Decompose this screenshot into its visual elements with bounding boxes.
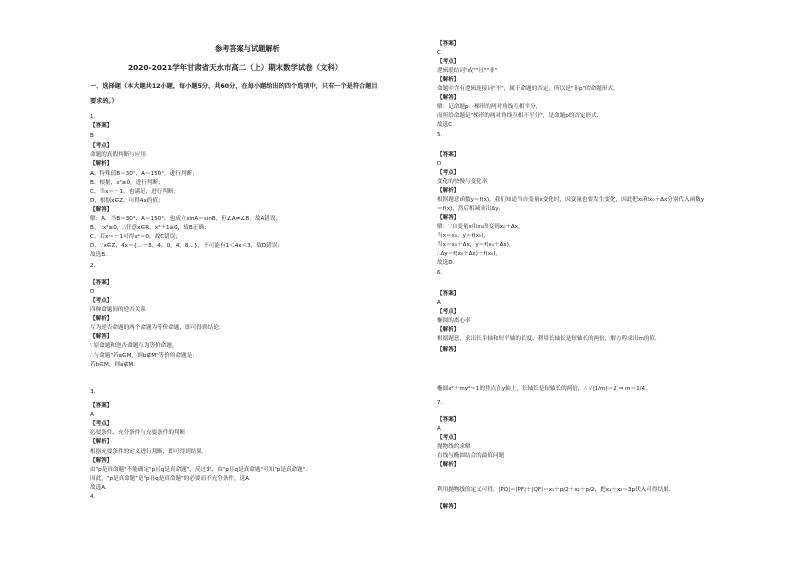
answer-value: D bbox=[437, 161, 442, 167]
conclusion: 故选C． bbox=[437, 122, 458, 128]
conclusion: 故选A． bbox=[90, 485, 111, 491]
analysis-text: 根据题意，求出长半轴和短半轴的长度，利用长轴长是短轴长的两倍，解方程求出m的值． bbox=[437, 336, 661, 342]
question-number: 1. bbox=[90, 114, 96, 120]
section-intro-continued: 要求的。） bbox=[90, 98, 118, 105]
analysis-text: 命题中含有逻辑连接词"不"，属于命题的否定，所以是"非p"的命题形式． bbox=[437, 86, 619, 92]
document-title: 参考答案与试题解析 bbox=[215, 44, 280, 53]
point-text: 直线与椭圆结合的最值问题 bbox=[437, 453, 505, 459]
solution-line: 因此，"p是真命题"是"p且q是真命题"的必要而不充分条件，选A． bbox=[90, 476, 255, 482]
analysis-tag: 【解析】 bbox=[90, 316, 113, 322]
analysis-line: ＝f(x)，然后相减求出Δy． bbox=[437, 206, 505, 212]
answer-tag: 【答案】 bbox=[90, 403, 113, 409]
analysis-tag: 【解析】 bbox=[90, 161, 113, 167]
answer-tag: 【答案】 bbox=[437, 152, 460, 158]
document-subtitle: 2020-2021学年甘肃省天水市高二（上）期末数学试卷（文科） bbox=[128, 63, 343, 72]
question-number: 3. bbox=[90, 389, 96, 395]
solution-line: C、若x＝－1可得x²＝0，故C错误； bbox=[90, 234, 181, 240]
question-number: 7. bbox=[437, 400, 443, 406]
solution-tag: 【解答】 bbox=[437, 95, 460, 101]
solution-line: 由"p是真命题"不能确定"p且q是真命题"，反过来，由"p且q是真命题"可知"p是真命题". bbox=[90, 467, 308, 473]
solution-line: ∵原命题和逆否命题互为等价命题， bbox=[90, 343, 178, 349]
solution-line: 解：A、当B＝30°，A＝150°，也成立sinA＝sinB，但∠A≠∠B，故A错误； bbox=[90, 216, 282, 222]
solution-tag: 【解答】 bbox=[90, 207, 113, 213]
answer-value: D bbox=[90, 289, 95, 295]
solution-line: ∴Δy＝f(x₀＋Δx)－f(x₀)， bbox=[437, 251, 501, 257]
point-tag: 【考点】 bbox=[437, 59, 460, 65]
solution-line: 当x＝x₀，y＝f(x₀)， bbox=[437, 233, 490, 239]
solution-tag: 【解答】 bbox=[90, 458, 113, 464]
solution-tag: 【解答】 bbox=[437, 504, 460, 510]
question-number: 4. bbox=[90, 494, 96, 500]
point-tag: 【考点】 bbox=[437, 435, 460, 441]
conclusion: 故选B． bbox=[90, 252, 111, 258]
analysis-line: C、当x＝－1，也满足，进行判断； bbox=[90, 189, 180, 195]
answer-value: C bbox=[437, 50, 441, 56]
analysis-tag: 【解析】 bbox=[437, 188, 460, 194]
answer-value: A bbox=[90, 412, 94, 418]
solution-line: 解：∵自变量x由x₀改变到x₀＋Δx， bbox=[437, 224, 524, 230]
conclusion: 故选D． bbox=[437, 260, 459, 266]
point-text: 逻辑联结词"或""且""非" bbox=[437, 68, 498, 74]
point-tag: 【考点】 bbox=[90, 143, 113, 149]
analysis-tag: 【解析】 bbox=[90, 439, 113, 445]
solution-line: 解：记命题p：梯形的两对角线互相平分， bbox=[437, 104, 542, 110]
solution-line: 而所给命题是"梯形的两对角线互相不平分"，是命题p的否定形式． bbox=[437, 113, 603, 119]
section-intro: 一、选择题（本大题共12小题，每小题5分，共60分，在每小题给出的四个选项中，只有一个是符合题目 bbox=[90, 83, 378, 90]
answer-value: A bbox=[437, 426, 441, 432]
point-tag: 【考点】 bbox=[437, 170, 460, 176]
analysis-line: 根据题意函数y＝f(x)，我们知道当自变量x变化时，因变量也要发生变化，因此把x₀和x₀＋Δx分别代入函数y bbox=[437, 197, 705, 203]
analysis-line: D、根据x∈Z，可得4x的值； bbox=[90, 198, 164, 204]
point-tag: 【考点】 bbox=[90, 421, 113, 427]
point-tag: 【考点】 bbox=[90, 298, 113, 304]
point-text: 变化的快慢与变化率 bbox=[437, 179, 488, 185]
analysis-text: 互为逆否命题的两个命题为等价命题，即可得到结论． bbox=[90, 325, 225, 331]
analysis-tag: 【解析】 bbox=[437, 77, 460, 83]
point-text: 椭圆的离心率 bbox=[437, 318, 471, 324]
point-text: 四种命题间的逆否关系 bbox=[90, 307, 146, 313]
analysis-line: A、特殊值B＝30°，A＝150°，进行判断； bbox=[90, 171, 198, 177]
analysis-tag: 【解析】 bbox=[437, 327, 460, 333]
point-text: 命题的真假判断与应用 bbox=[90, 152, 146, 158]
point-text: 必要条件、充分条件与充要条件的判断 bbox=[90, 430, 186, 436]
analysis-text: 根据充要条件的定义进行判断，即可得到结果． bbox=[90, 449, 208, 455]
solution-tag: 【解答】 bbox=[90, 334, 113, 340]
solution-text: 椭圆x²＋my²＝1的焦点在y轴上，长轴长是短轴长的两倍，∴ √(1/m)＝2 ⇒ m＝1/4， bbox=[437, 386, 651, 392]
analysis-tag: 【解析】 bbox=[437, 462, 460, 468]
question-number: 2. bbox=[90, 263, 96, 269]
question-number: 5. bbox=[437, 132, 443, 138]
answer-value: A bbox=[437, 300, 441, 306]
answer-tag: 【答案】 bbox=[90, 123, 113, 129]
answer-tag: 【答案】 bbox=[437, 291, 460, 297]
point-text: 抛物线的求解 bbox=[437, 444, 471, 450]
solution-line: B、∵x²≥0，∴任意x∈R，x²＋1≥0，故B正确； bbox=[90, 225, 210, 231]
question-number: 6. bbox=[437, 270, 443, 276]
point-tag: 【考点】 bbox=[437, 309, 460, 315]
answer-tag: 【答案】 bbox=[437, 41, 460, 47]
analysis-text: 利用抛物线的定义可得，|PQ|＝|PF|＋|QF|＝x₁＋p/2＋x₂＋p/2，把x₁＋x₂＝3p代入可得结果． bbox=[437, 487, 675, 493]
solution-line: D、∵x∈Z，4x＝{…－8，4，0，4，8…}，不可能有1＜4x＜3，故D错误； bbox=[90, 243, 284, 249]
answer-tag: 【答案】 bbox=[437, 417, 460, 423]
answer-tag: 【答案】 bbox=[90, 280, 113, 286]
answer-value: B bbox=[90, 133, 94, 139]
analysis-line: B、根据，x²≥0，进行判断； bbox=[90, 180, 164, 186]
solution-tag: 【解答】 bbox=[437, 215, 460, 221]
solution-line: ∴与命题"若a∈M，则b∉M"等价的命题是： bbox=[90, 353, 198, 359]
solution-line: 若b∈M，则a∉M． bbox=[90, 362, 139, 368]
solution-line: 当x＝x₀＋Δx，y＝f(x₀＋Δx)， bbox=[437, 242, 515, 248]
solution-tag: 【解答】 bbox=[437, 347, 460, 353]
